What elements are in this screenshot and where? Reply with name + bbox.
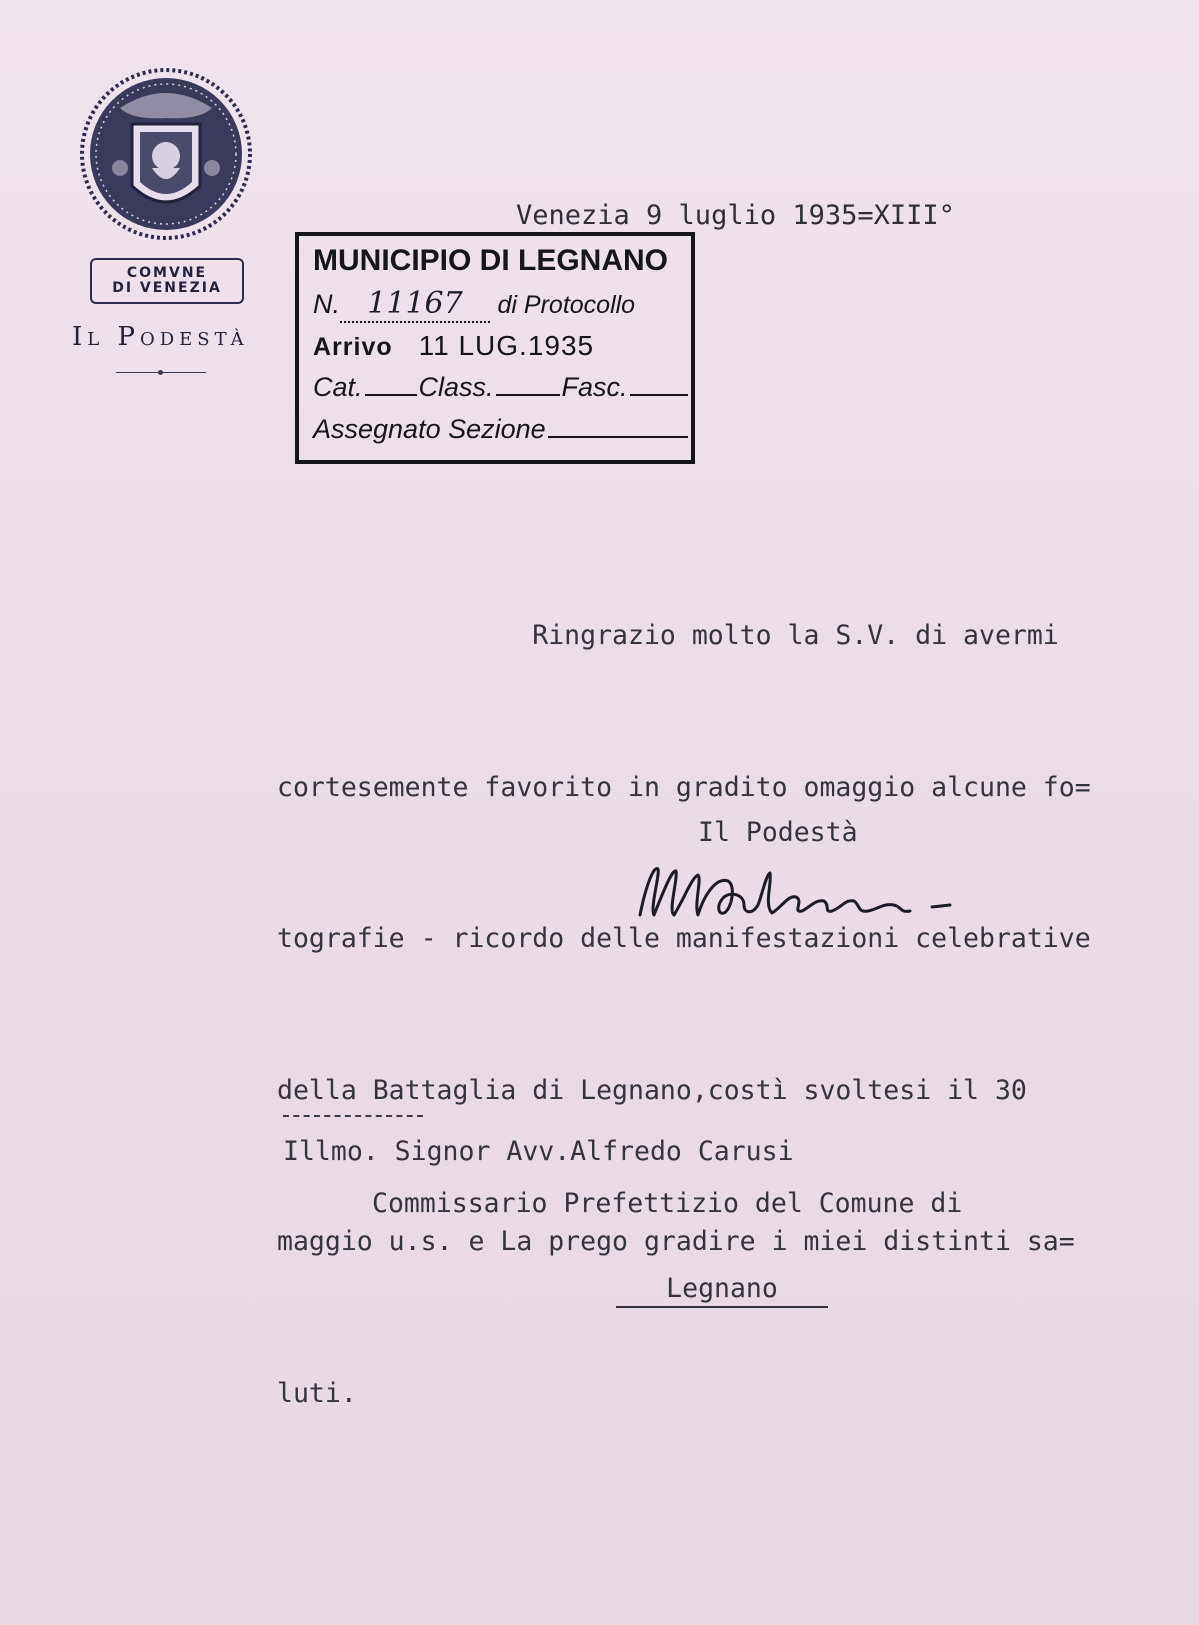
body-line: maggio u.s. e La prego gradire i miei distinti sa= [277,1226,1075,1257]
handwritten-signature-icon [632,855,962,935]
recipient-line-1: Illmo. Signor Avv.Alfredo Carusi [283,1136,794,1167]
body-line: della Battaglia di Legnano,costì svoltesi il 30 [277,1074,1027,1106]
recipient-separator [283,1115,423,1117]
stamp-sezione-row [313,414,690,445]
letter-body [277,510,1177,1520]
comune-line-1: COMVNE [126,265,208,281]
recipient-line-2: Commissario Prefettizio del Comune di [372,1188,963,1219]
stamp-class-label: Class. [418,372,494,402]
letterhead-title: Il Podestà [72,322,249,352]
recipient-city: Legnano [616,1272,828,1308]
stamp-fasc-label: Fasc. [561,372,628,402]
body-line: luti. [277,1377,357,1409]
date-line: Venezia 9 luglio 1935=XIII° [516,200,955,231]
stamp-number-row [313,286,635,323]
venice-coat-of-arms-seal-icon [80,68,252,240]
body-line: tografie - ricordo delle manifestazioni celebrative [277,923,1091,954]
stamp-number-value: 11167 [340,286,490,323]
stamp-arrivo-date: 11 LUG.1935 [418,330,595,361]
stamp-title: MUNICIPIO DI LEGNANO [313,244,669,277]
stamp-sezione-label: Assegnato Sezione [313,414,546,444]
stamp-arrivo-row [313,330,594,362]
stamp-classification-row [313,372,690,403]
stamp-cat-label: Cat. [313,372,363,402]
comune-line-2: DI VENEZIA [112,280,222,296]
stamp-arrivo-label: Arrivo [313,333,393,361]
protocol-stamp [295,232,695,464]
stamp-protocol-label: di Protocollo [497,291,636,319]
stamp-number-label: N. [313,289,340,319]
body-line: Ringrazio molto la S.V. di avermi [277,620,1059,651]
body-line: cortesemente favorito in gradito omaggio alcune fo= [277,771,1091,803]
comune-di-venezia-label [90,258,244,304]
letterhead-divider [116,372,206,373]
closing-title: Il Podestà [698,817,858,848]
